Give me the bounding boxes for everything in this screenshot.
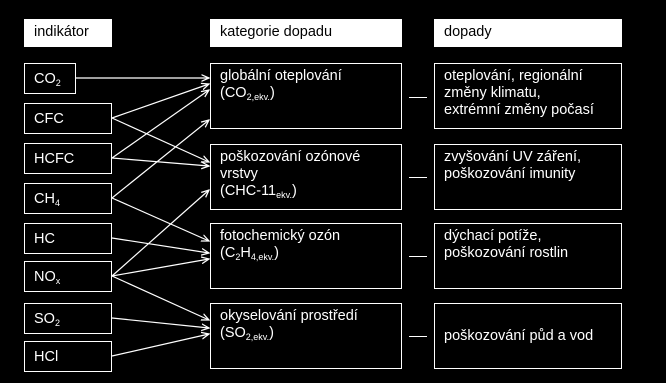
impact-climate: oteplování, regionální změny klimatu, extrémní změny počasí xyxy=(434,63,622,129)
impact-respiratory: dýchací potíže, poškozování rostlin xyxy=(434,223,622,289)
arrow-nox-ozone-depletion xyxy=(112,190,209,276)
indicator-co2: $CO_2$ xyxy=(24,63,76,94)
arrow-cfc-global-warming xyxy=(112,84,209,118)
arrow-nox-acidification xyxy=(112,276,209,320)
category-acidification: okyselování prostředí $(SO_{2,ekv.})$ xyxy=(210,303,402,369)
indicator-nox: $NO_x$ xyxy=(24,261,112,292)
arrow-hcl-acidification xyxy=(112,334,209,356)
dash-connector-4 xyxy=(409,336,427,337)
dash-connector-2 xyxy=(409,177,427,178)
impact-soil-water: poškozování půd a vod xyxy=(434,303,622,369)
indicator-ch4: $CH_4$ xyxy=(24,183,112,214)
arrow-so2-acidification xyxy=(112,318,209,328)
indicator-hcfc: HCFC xyxy=(24,143,112,174)
impact-uv: zvyšování UV záření, poškozování imunity xyxy=(434,144,622,210)
category-global-warming: globální oteplování $(CO_{2,ekv.})$ xyxy=(210,63,402,129)
indicator-hc: HC xyxy=(24,223,112,254)
dash-connector-1 xyxy=(409,97,427,98)
indicator-so2: $SO_2$ xyxy=(24,303,112,334)
header-impacts-label: dopady xyxy=(444,24,492,40)
indicator-hcl: HCl xyxy=(24,341,112,372)
header-category-label: kategorie dopadu xyxy=(220,24,333,40)
dash-connector-3 xyxy=(409,256,427,257)
arrow-hc-photochemical-ozone xyxy=(112,238,209,253)
category-photochemical-ozone: fotochemický ozón $(C_2H_{4,ekv.})$ xyxy=(210,223,402,289)
arrow-nox-photochemical-ozone xyxy=(112,259,209,276)
indicator-cfc: CFC xyxy=(24,103,112,134)
category-ozone-depletion: poškozování ozónové vrstvy $(CHC-11_{ekv.})$ xyxy=(210,144,402,210)
header-indicator-label: indikátor xyxy=(34,24,89,40)
arrow-ch4-photochemical-ozone xyxy=(112,198,209,241)
